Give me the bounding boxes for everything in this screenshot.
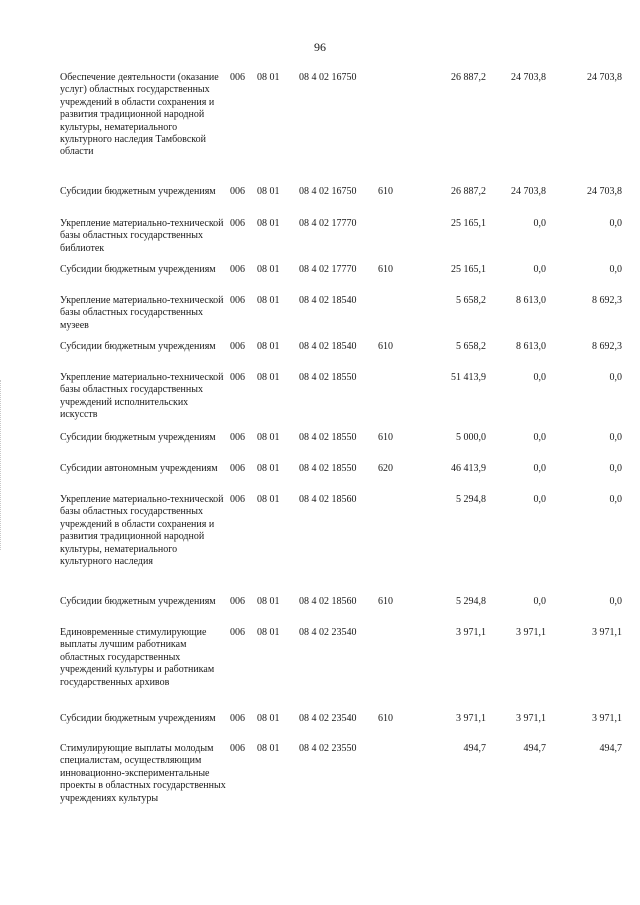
row-ved: 006 — [230, 596, 245, 607]
margin-scan-mark — [0, 380, 3, 550]
row-value-2: 0,0 — [533, 218, 546, 229]
row-value-1: 5 294,8 — [456, 494, 486, 505]
row-value-2: 8 613,0 — [516, 295, 546, 306]
row-rz: 08 01 — [257, 341, 280, 352]
row-rz: 08 01 — [257, 627, 280, 638]
row-name: Субсидии бюджетным учреждениям — [60, 432, 216, 443]
row-name: Субсидии бюджетным учреждениям — [60, 341, 216, 352]
row-name: Обеспечение деятельности (оказание услуг) областных государственных учреждений в области сохранения и развития традиционной народной культуры, нематериального культурного наследия Тамбовской области — [60, 72, 219, 158]
row-ved: 006 — [230, 186, 245, 197]
row-vr: 620 — [378, 463, 393, 474]
row-value-3: 0,0 — [609, 264, 622, 275]
row-ved: 006 — [230, 295, 245, 306]
row-name: Укрепление материально-технической базы областных государственных библиотек — [60, 218, 224, 254]
row-name: Субсидии бюджетным учреждениям — [60, 186, 216, 197]
row-value-2: 494,7 — [523, 743, 546, 754]
row-value-3: 0,0 — [609, 494, 622, 505]
row-cs: 08 4 02 18550 — [299, 432, 357, 443]
row-rz: 08 01 — [257, 72, 280, 83]
row-ved: 006 — [230, 494, 245, 505]
row-vr: 610 — [378, 264, 393, 275]
row-rz: 08 01 — [257, 743, 280, 754]
row-value-2: 0,0 — [533, 264, 546, 275]
row-value-3: 8 692,3 — [592, 295, 622, 306]
row-value-1: 5 658,2 — [456, 341, 486, 352]
row-ved: 006 — [230, 372, 245, 383]
row-name: Единовременные стимулирующие выплаты лучшим работникам областных государственных учреждений культуры и работникам государственных архивов — [60, 627, 215, 688]
row-cs: 08 4 02 23550 — [299, 743, 357, 754]
row-cs: 08 4 02 17770 — [299, 264, 357, 275]
row-rz: 08 01 — [257, 218, 280, 229]
row-ved: 006 — [230, 432, 245, 443]
row-cs: 08 4 02 18540 — [299, 295, 357, 306]
row-rz: 08 01 — [257, 494, 280, 505]
row-cs: 08 4 02 18550 — [299, 463, 357, 474]
row-ved: 006 — [230, 743, 245, 754]
row-ved: 006 — [230, 627, 245, 638]
row-value-3: 0,0 — [609, 463, 622, 474]
row-cs: 08 4 02 16750 — [299, 186, 357, 197]
row-value-3: 494,7 — [599, 743, 622, 754]
row-value-3: 3 971,1 — [592, 627, 622, 638]
row-value-3: 24 703,8 — [587, 72, 622, 83]
row-value-2: 24 703,8 — [511, 72, 546, 83]
row-vr: 610 — [378, 432, 393, 443]
row-value-3: 24 703,8 — [587, 186, 622, 197]
row-value-1: 494,7 — [463, 743, 486, 754]
row-value-1: 26 887,2 — [451, 72, 486, 83]
row-ved: 006 — [230, 218, 245, 229]
row-value-1: 25 165,1 — [451, 264, 486, 275]
row-value-3: 0,0 — [609, 432, 622, 443]
row-value-2: 24 703,8 — [511, 186, 546, 197]
row-cs: 08 4 02 18540 — [299, 341, 357, 352]
row-ved: 006 — [230, 264, 245, 275]
row-rz: 08 01 — [257, 295, 280, 306]
row-vr: 610 — [378, 186, 393, 197]
row-value-2: 3 971,1 — [516, 713, 546, 724]
row-vr: 610 — [378, 596, 393, 607]
row-name: Укрепление материально-технической базы областных государственных учреждений исполнительских искусств — [60, 372, 224, 421]
row-value-3: 0,0 — [609, 596, 622, 607]
row-value-3: 3 971,1 — [592, 713, 622, 724]
row-ved: 006 — [230, 463, 245, 474]
row-rz: 08 01 — [257, 463, 280, 474]
row-name: Стимулирующие выплаты молодым специалистам, осуществляющим инновационно-экспериментальные проекты в областных государственных учреждениях культуры — [60, 743, 226, 804]
row-ved: 006 — [230, 72, 245, 83]
row-ved: 006 — [230, 341, 245, 352]
row-value-2: 0,0 — [533, 596, 546, 607]
page-number: 96 — [314, 40, 326, 54]
row-value-1: 25 165,1 — [451, 218, 486, 229]
row-value-3: 0,0 — [609, 218, 622, 229]
row-value-2: 0,0 — [533, 372, 546, 383]
row-value-1: 3 971,1 — [456, 627, 486, 638]
row-value-1: 51 413,9 — [451, 372, 486, 383]
row-name: Субсидии бюджетным учреждениям — [60, 596, 216, 607]
row-value-1: 5 294,8 — [456, 596, 486, 607]
row-vr: 610 — [378, 341, 393, 352]
row-cs: 08 4 02 16750 — [299, 72, 357, 83]
row-rz: 08 01 — [257, 372, 280, 383]
row-name: Субсидии бюджетным учреждениям — [60, 713, 216, 724]
row-value-2: 0,0 — [533, 494, 546, 505]
row-name: Субсидии автономным учреждениям — [60, 463, 218, 474]
row-ved: 006 — [230, 713, 245, 724]
row-rz: 08 01 — [257, 264, 280, 275]
row-value-1: 26 887,2 — [451, 186, 486, 197]
row-value-3: 0,0 — [609, 372, 622, 383]
row-rz: 08 01 — [257, 713, 280, 724]
row-rz: 08 01 — [257, 432, 280, 443]
row-value-1: 5 000,0 — [456, 432, 486, 443]
row-cs: 08 4 02 17770 — [299, 218, 357, 229]
row-value-2: 3 971,1 — [516, 627, 546, 638]
row-value-2: 8 613,0 — [516, 341, 546, 352]
row-value-2: 0,0 — [533, 432, 546, 443]
row-cs: 08 4 02 23540 — [299, 627, 357, 638]
row-name: Укрепление материально-технической базы областных государственных учреждений в области сохранения и развития традиционной народной культуры, нематериального культурного наследия — [60, 494, 224, 568]
row-value-1: 3 971,1 — [456, 713, 486, 724]
row-cs: 08 4 02 18550 — [299, 372, 357, 383]
row-name: Субсидии бюджетным учреждениям — [60, 264, 216, 275]
row-name: Укрепление материально-технической базы областных государственных музеев — [60, 295, 224, 331]
row-rz: 08 01 — [257, 596, 280, 607]
row-value-2: 0,0 — [533, 463, 546, 474]
row-cs: 08 4 02 18560 — [299, 494, 357, 505]
row-vr: 610 — [378, 713, 393, 724]
row-cs: 08 4 02 23540 — [299, 713, 357, 724]
row-cs: 08 4 02 18560 — [299, 596, 357, 607]
row-value-1: 5 658,2 — [456, 295, 486, 306]
row-rz: 08 01 — [257, 186, 280, 197]
row-value-1: 46 413,9 — [451, 463, 486, 474]
row-value-3: 8 692,3 — [592, 341, 622, 352]
